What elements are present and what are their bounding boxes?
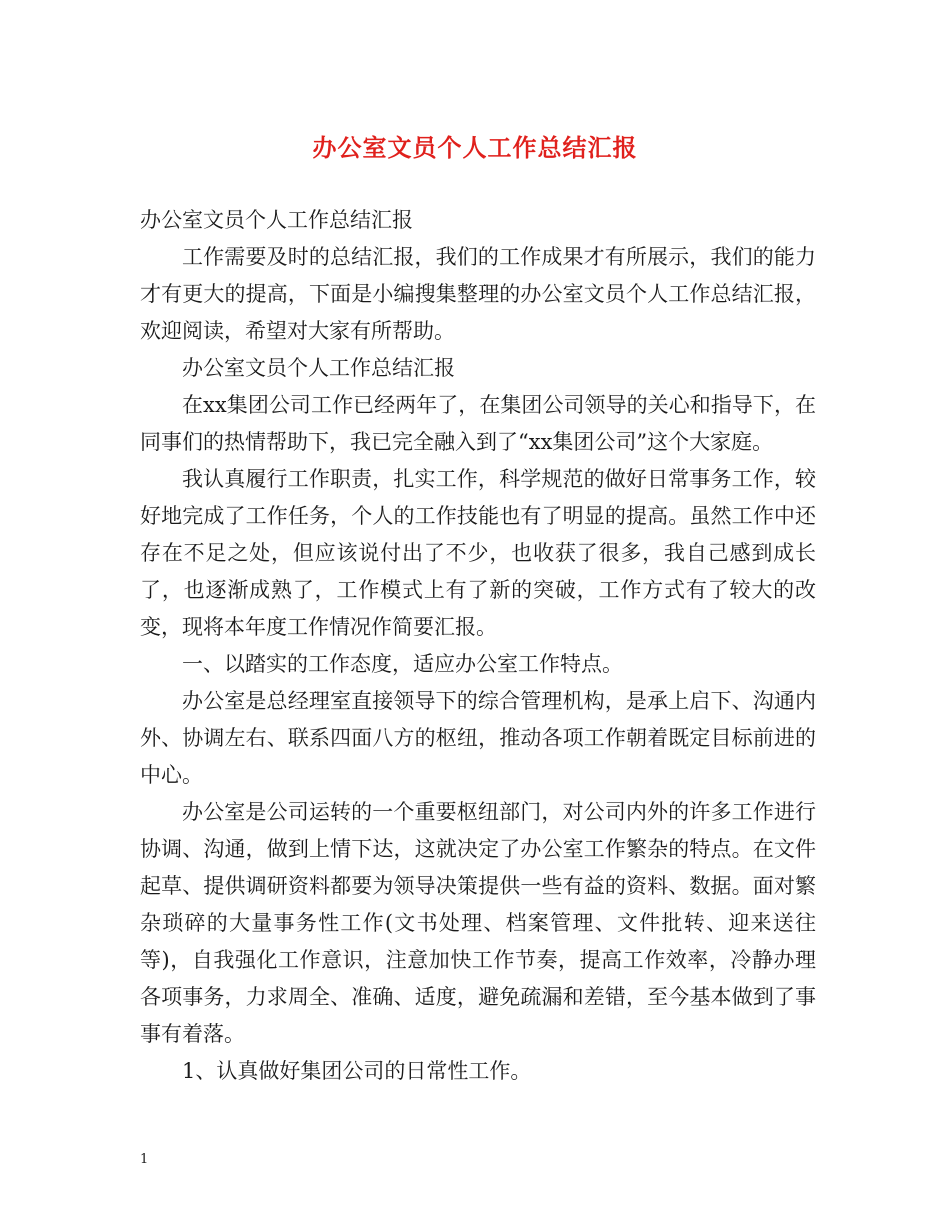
section-heading: 一、以踏实的工作态度，适应办公室工作特点。 <box>182 652 623 676</box>
body-paragraph: 我认真履行工作职责，扎实工作，科学规范的做好日常事务工作，较好地完成了工作任务，个人的工作技能也有了明显的提高。虽然工作中还存在不足之处，但应该说付出了不少，也收获了很多，我自己感到成长了，也逐渐成熟了，工作模式上有了新的突破，工作方式有了较大的改变，现将本年度工作情况作简要汇报。 <box>140 467 816 639</box>
body-paragraph: 办公室是总经理室直接领导下的综合管理机构，是承上启下、沟通内外、协调左右、联系四面八方的枢纽，推动各项工作朝着既定目标前进的中心。 <box>140 689 816 787</box>
body-paragraph-subheading: 办公室文员个人工作总结汇报 <box>182 356 455 380</box>
document-body <box>140 202 816 1090</box>
body-paragraph: 办公室是公司运转的一个重要枢纽部门，对公司内外的许多工作进行协调、沟通，做到上情下达，这就决定了办公室工作繁杂的特点。在文件起草、提供调研资料都要为领导决策提供一些有益的资料、数据。面对繁杂琐碎的大量事务性工作(文书处理、档案管理、文件批转、迎来送往等)，自我强化工作意识，注意加快工作节奏，提高工作效率，冷静办理各项事务，力求周全、准确、适度，避免疏漏和差错，至今基本做到了事事有着落。 <box>140 800 816 1046</box>
list-item: 1、认真做好集团公司的日常性工作。 <box>182 1059 532 1083</box>
body-paragraph: 工作需要及时的总结汇报，我们的工作成果才有所展示，我们的能力才有更大的提高，下面是小编搜集整理的办公室文员个人工作总结汇报，欢迎阅读，希望对大家有所帮助。 <box>140 245 816 343</box>
body-paragraph-heading: 办公室文员个人工作总结汇报 <box>140 208 413 232</box>
body-paragraph: 在xx集团公司工作已经两年了，在集团公司领导的关心和指导下，在同事们的热情帮助下，我已完全融入到了“xx集团公司”这个大家庭。 <box>140 393 816 454</box>
document-title: 办公室文员个人工作总结汇报 <box>312 133 638 162</box>
page-number: 1 <box>140 1152 149 1167</box>
